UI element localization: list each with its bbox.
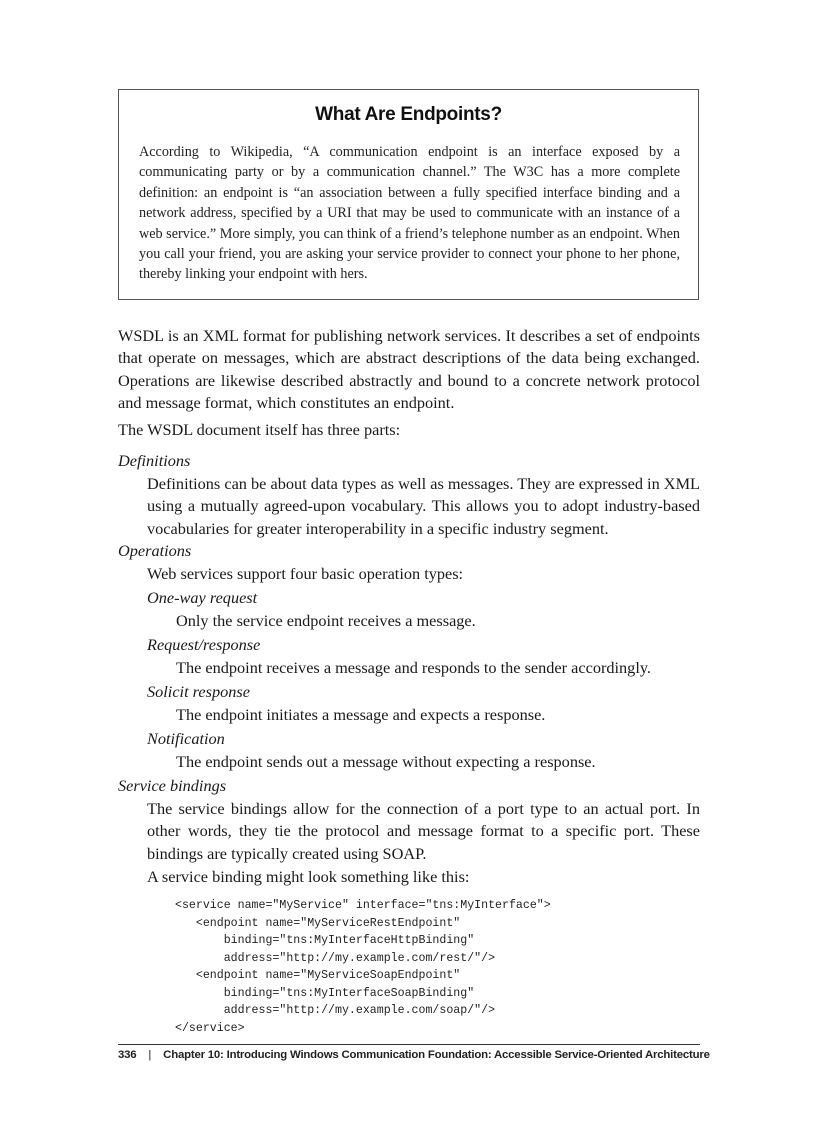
- operation-term-one-way: One-way request: [147, 588, 258, 607]
- operation-text-solicit-response: The endpoint initiates a message and expects a response.: [176, 705, 546, 724]
- parts-paragraph: The WSDL document itself has three parts:: [118, 420, 401, 439]
- sidebar-title: What Are Endpoints?: [315, 104, 502, 125]
- service-bindings-lead: A service binding might look something like this:: [147, 867, 470, 886]
- service-bindings-term: Service bindings: [118, 776, 227, 795]
- page-number: 336: [118, 1049, 137, 1061]
- sidebar-box: [118, 89, 699, 300]
- intro-paragraph: WSDL is an XML format for publishing network services. It describes a set of endpoints that operate on messages, which are abstract descriptions of the data being exchanged. Operations are likewise described abstractly and bound to a concrete network protocol and message format, which constitutes an endpoint.: [118, 326, 700, 413]
- page-footer: [118, 1049, 710, 1061]
- chapter-title: Chapter 10: Introducing Windows Communication Foundation: Accessible Service-Oriented Architecture: [163, 1049, 710, 1061]
- service-bindings-text: The service bindings allow for the connection of a port type to an actual port. In other words, they tie the protocol and message format to a specific port. These bindings are typically created using SOAP.: [147, 799, 700, 863]
- operation-text-notification: The endpoint sends out a message without expecting a response.: [176, 752, 596, 771]
- footer-separator: |: [148, 1049, 152, 1061]
- sidebar-body: According to Wikipedia, “A communication endpoint is an interface exposed by a communicating party or by a communication channel.” The W3C has a more complete definition: an endpoint is “an association between a fully specified interface binding and a network address, specified by a URI that may be used to communicate with an instance of a web service.” More simply, you can think of a friend’s telephone number as an endpoint. When you call your friend, you are asking your service provider to connect your phone to her phone, thereby linking your endpoint with hers.: [139, 144, 680, 283]
- operations-text: Web services support four basic operation types:: [147, 564, 464, 583]
- definitions-text: Definitions can be about data types as well as messages. They are expressed in XML using a mutually agreed-upon vocabulary. This allows you to adopt industry-based vocabularies for greater interoperability in a specific industry segment.: [147, 474, 700, 538]
- operation-text-one-way: Only the service endpoint receives a message.: [176, 611, 476, 630]
- code-listing: <service name="MyService" interface="tns:MyInterface"> <endpoint name="MyServiceRestEndpoint" binding="tns:MyInterfaceHttpBinding" address="http://my.example.com/rest/"/> <endpoint name="MyServiceSoapEndpoint" binding="tns:MyInterfaceSoapBinding" address="http://my.example.com/soap/"/> </service>: [175, 899, 551, 1035]
- operation-text-request-response: The endpoint receives a message and responds to the sender accordingly.: [176, 658, 652, 677]
- definitions-term: Definitions: [118, 451, 191, 470]
- operation-term-request-response: Request/response: [147, 635, 261, 654]
- footer-rule: [118, 1044, 700, 1045]
- operations-term: Operations: [118, 541, 192, 560]
- operation-term-solicit-response: Solicit response: [147, 682, 250, 701]
- operation-term-notification: Notification: [147, 729, 225, 748]
